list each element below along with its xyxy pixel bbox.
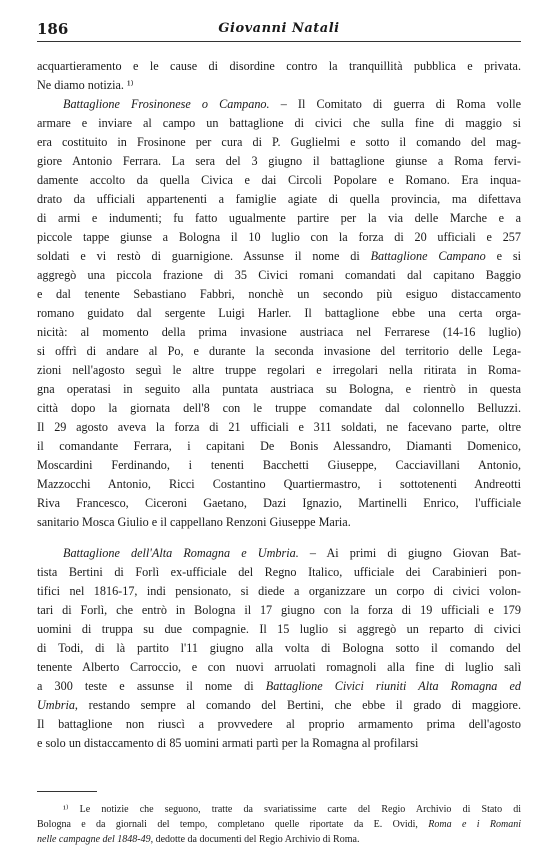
text-line: di Todi, di là partito l'11 giugno alla volta di Bologna sotto il comando del [37, 641, 521, 655]
text-line: armare e inviare al campo un battaglione di civici che sulla fine di maggio si [37, 116, 521, 130]
battalion-name: Battaglione Campano [370, 249, 486, 263]
text-line: il comandante Ferrara, i capitani De Bonis Alessandro, Diamanti Domenico, [37, 439, 521, 453]
footnote-marker: ¹⁾ [63, 804, 69, 815]
text-line: Ne diamo notizia. ¹⁾ [37, 78, 134, 92]
text-line: era costituito in Frosinone per cura di P. Guglielmi e sotto il comando del mag- [37, 135, 521, 149]
page-number: 186 [37, 20, 69, 38]
text-line: si offrì di andare al Po, e durante la seconda invasione del territorio delle Lega- [37, 344, 521, 358]
text-line: gna operatasi in seguito alla puntata austriaca su Bologna, e rientrò in questa [37, 382, 521, 396]
text-line: Riva Francesco, Ciceroni Gaetano, Dazi Ignazio, Martinelli Enrico, l'ufficiale [37, 496, 521, 510]
text-line: damente accolto da quella Civica e dai Circoli Popolare e Romano. Era inqua- [37, 173, 521, 187]
text-line: acquartieramento e le cause di disordine contro la tranquillità pubblica e privata. [37, 59, 521, 73]
page-header [37, 17, 521, 42]
section-heading: Battaglione Frosinonese o Campano. [63, 97, 270, 111]
text-line: aggregò una piccola frazione di 35 Civici romani comandati dal capitano Baggio [37, 268, 521, 282]
section-heading: Battaglione dell'Alta Romagna e Umbria. [63, 546, 299, 560]
text-line: di armi e indumenti; fu fatto ugualmente partire per la via delle Marche e a [37, 211, 521, 225]
text-line: nicità: al momento della prima invasione austriaca nel Ferrarese (14-16 luglio) [37, 325, 521, 339]
book-page [37, 17, 521, 847]
text-line: zioni nell'agosto seguì le altre truppe regolari e irregolari nella ritirata in Roma- [37, 363, 521, 377]
battalion-name: Battaglione Civici riuniti Alta Romagna ed [265, 679, 521, 693]
text-line: uomini di truppa su due compagnie. Il 15 luglio si aggregò un reparto di civici [37, 622, 521, 636]
text-line: tenente Alberto Carroccio, e con nuovi arruolati romagnoli alla fine di luglio salì [37, 660, 521, 674]
footnote-line: ¹⁾ Le notizie che seguono, tratte da svariatissime carte del Regio Archivio di Stato di [63, 804, 522, 815]
text-line: tista Bertini di Forlì ex-ufficiale del Regno Italico, ufficiale dei Carabinieri pon- [37, 565, 521, 579]
footnote-divider [37, 791, 97, 792]
text-line: piccole tappe giunse a Bologna il 10 luglio con la forza di 20 ufficiali e 257 [37, 230, 521, 244]
text-line: Il 29 agosto aveva la forza di 21 ufficiali e 311 soldati, ne facevano parte, oltre [37, 420, 521, 434]
text-line: città dopo la giornata dell'8 con le truppe comandate dal colonnello Belluzzi. [37, 401, 521, 415]
running-title: Giovanni Natali [218, 21, 340, 36]
text-line: Umbria, restando sempre al comando del Bertini, che ebbe il grado di maggiore. [37, 698, 521, 712]
text-line: Moscardini Ferdinando, i tenenti Bacchetti Giuseppe, Cacciavillani Antonio, [37, 458, 521, 472]
text-line: drato da ufficiali appartenenti a famiglie agiate di quella provincia, ma difettava [37, 192, 521, 206]
battalion-name-cont: Umbria [37, 698, 75, 712]
text-line: Mazzocchi Antonio, Ricci Costantino Quartiermastro, i sottotenenti Andreotti [37, 477, 521, 491]
footnote-line: Bologna e da giornali del tempo, completano quelle riportate da E. Ovidi, Roma e i Romani [37, 819, 521, 830]
text-line: e solo un distaccamento di 85 uomini armati partì per la Romagna al profilarsi [37, 736, 419, 750]
text-line: a 300 teste e assunse il nome di Battaglione Civici riuniti Alta Romagna ed [37, 679, 521, 693]
section-heading-line: Battaglione dell'Alta Romagna e Umbria. – Ai primi di giugno Giovan Bat- [63, 546, 521, 560]
footnote-line: nelle campagne del 1848-49, dedotte da documenti del Regio Archivio di Roma. [37, 834, 360, 845]
section-heading-line: Battaglione Frosinonese o Campano. – Il Comitato di guerra di Roma volle [63, 97, 521, 111]
text-line: giore Antonio Ferrara. La sera del 3 giugno il battaglione giunse a Roma fervi- [37, 154, 521, 168]
body-text [37, 57, 521, 753]
text-line: romano guidato dal sergente Luigi Harler. Il battaglione ebbe una certa orga- [37, 306, 521, 320]
text-line: Il battaglione non riuscì a provvedere al proprio armamento prima dell'agosto [37, 717, 521, 731]
text-line: tifici nel 1816-17, indi pensionato, si diede a organizzare un corpo di civici volon- [37, 584, 521, 598]
text-line: tari di Forlì, che entrò in Bologna il 17 giugno con la forza di 19 ufficiali e 179 [37, 603, 521, 617]
text-line: sanitario Mosca Giulio e il cappellano Renzoni Giuseppe Maria. [37, 515, 351, 529]
text-line: soldati e vi restò di guarnigione. Assunse il nome di Battaglione Campano e si [37, 249, 521, 263]
text-line: e dal tenente Sebastiano Fabbri, nonchè un secondo più esiguo distaccamento [37, 287, 521, 301]
